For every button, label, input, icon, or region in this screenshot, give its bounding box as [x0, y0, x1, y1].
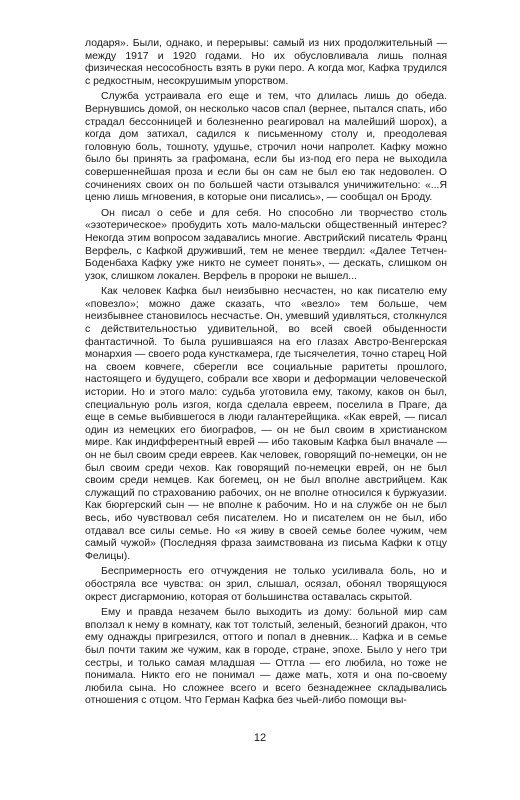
paragraph-3: Он писал о себе и для себя. Но способно ли творчество столь «эзотерическое» пробудить хоть мало-мальски общественный интерес? Некогда этим вопросом задавались многие. Австрийский писатель Франц Верфель, с Кафкой друживший, тем не менее твердил: «Далее Тетчен-Боденбаха Кафку уже никто не сумеет понять», — дескать, слишком он узок, слишком локален. Верфель в пророки не вышел...	[85, 207, 447, 282]
paragraph-2: Служба устраивала его еще и тем, что длилась лишь до обеда. Вернувшись домой, он несколько часов спал (вернее, пытался спать, ибо страдал бессонницей и болезненно реагировал на малейший шорох), а когда дом затихал, садился к письменному столу и, преодолевая головную боль, тошноту, удушье, строчил ночи напролет. Кафку можно было бы принять за графомана, если бы из-под его пера не выходила совершеннейшая проза и если бы он сам не был ею так недоволен. О сочинениях своих он по большей части отзывался уничижительно: «...Я ценю лишь мгновения, в которые они писались», — сообщал он Броду.	[85, 91, 447, 204]
page-number: 12	[253, 732, 267, 744]
paragraph-4: Как человек Кафка был неизбывно несчастен, но как писателю ему «повезло»; можно даже сказать, что «везло» тем больше, чем неизбывнее становилось несчастье. Он, умевший удивляться, столкнулся с действительностью удивительной, во всей своей обыденности фантастичной. То была рушившаяся на его глазах Австро-Венгерская монархия — своего рода кунсткамера, где тысячелетия, точно старец Ной на своем ковчеге, сберегли все социальные раритеты прошлого, настоящего и будущего, собрали все хвори и деформации человеческой истории. Но и этого мало: судьба уготовила ему, такому, каков он был, специальную роль изгоя, когда сделала евреем, поселила в Праге, да еще в семье выбившегося в люди галантерейщика. «Как еврей, — писал один из немецких его биографов, — он не был своим в христианском мире. Как индифферентный еврей — ибо таковым Кафка был вначале — он не был своим среди евреев. Как человек, говорящий по-немецки, он не был своим среди чехов. Как говорящий по-немецки еврей, он не был своим среди немцев. Как богемец, он не был вполне австрийцем. Как служащий по страхованию рабочих, он не вполне относился к буржуазии. Как бюргерский сын — не вполне к рабочим. Но и на службе он не был весь, ибо чувствовал себя писателем. Но и писателем он не был, ибо отдавал все силы семье. Но «я живу в своей семье более чужим, чем самый чужой» (Последняя фраза заимствована из письма Кафки к отцу Фелицы).	[85, 286, 447, 562]
paragraph-6: Ему и правда незачем было выходить из дому: больной мир сам вползал к нему в комнату, как тот толстый, зеленый, безногий дракон, что ему однажды пригрезился, оттого и попал в дневник... Кафка и в семье был почти таким же чужим, как в городе, стране, эпохе. Было у него три сестры, и только самая младшая — Оттла — его любила, но тоже не понимала. Никто его не понимал — даже мать, хотя и она по-своему любила сына. Но сложнее всего и всего безнадежнее складывались отношения с отцом. Что Герман Кафка без чьей-либо помощи вы-	[85, 607, 447, 707]
page-body	[85, 38, 447, 711]
paragraph-1: лодаря». Были, однако, и перерывы: самый из них продолжительный — между 1917 и 1920 годами. Но их обусловливала лишь полная физическая несособность взять в руки перо. А когда мог, Кафка трудился с редкостным, несокрушимым упорством.	[85, 38, 447, 87]
paragraph-5: Беспримерность его отчуждения не только усиливала боль, но и обостряла все чувства: он зрил, слышал, осязал, обонял творящуюся окрест дисгармонию, которая от большинства оставалась скрытой.	[85, 566, 447, 603]
